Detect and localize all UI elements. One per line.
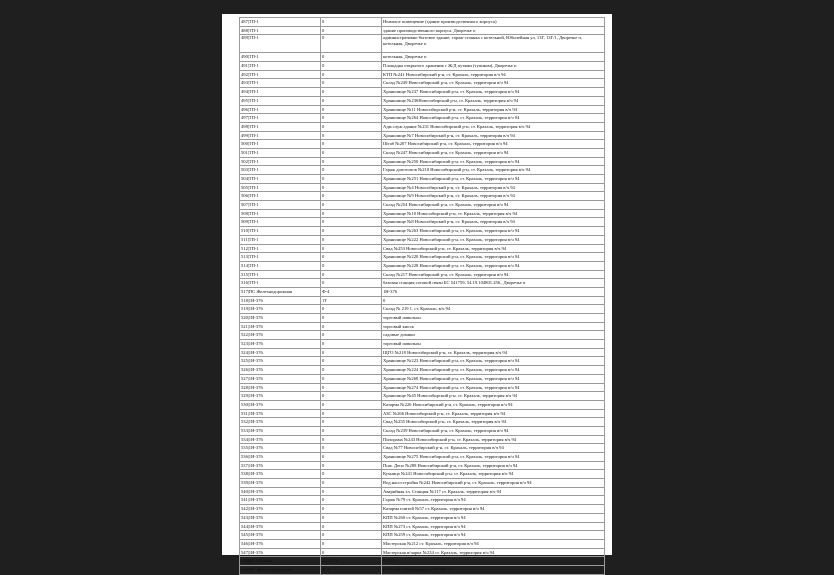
table-row bbox=[240, 157, 605, 166]
table-row bbox=[240, 340, 605, 349]
row-id-cell: 524|1Н-376 bbox=[240, 348, 321, 357]
row-id-cell: 523|1Н-376 bbox=[240, 340, 321, 349]
row-id-cell: 520|1Н-376 bbox=[240, 314, 321, 323]
table-row bbox=[240, 140, 605, 149]
description-cell: Хранилище №263 Новосибирский р-н, ст. Крахаль, территория в/ч 94 bbox=[382, 227, 605, 236]
description-cell: Склад №217 Новосибирский р-н, ст. Крахаль, территория в/ч 94 bbox=[382, 270, 605, 279]
row-id-cell: 514|ТП-1 bbox=[240, 261, 321, 270]
description-cell: Хранилище №228 Новосибирский р-н, ст. Крахаль, территория в/ч 94 bbox=[382, 261, 605, 270]
document-page bbox=[222, 14, 612, 572]
feeder-cell: 0 bbox=[321, 314, 382, 323]
table-row bbox=[240, 62, 605, 71]
row-id-cell: 519|1Н-376 bbox=[240, 305, 321, 314]
description-cell: Хранилище №223 Новосибирский р-н, ст. Крахаль, территория в/ч 94 bbox=[382, 357, 605, 366]
description-cell: торговый киоск bbox=[382, 322, 605, 331]
description-cell: административно-бытовое здание; гараж-стоянка с котельной, Юбилейная ул, 13Г, 13Г/1, Дворечье п, котельная, Дворечье п bbox=[382, 35, 605, 53]
feeder-cell: 0 bbox=[321, 513, 382, 522]
feeder-cell: 0 bbox=[321, 453, 382, 462]
row-id-cell: 499|ТП-1 bbox=[240, 131, 321, 140]
feeder-cell: 0 bbox=[321, 253, 382, 262]
description-cell: 0 bbox=[382, 296, 605, 305]
table-row bbox=[240, 166, 605, 175]
row-id-cell: 530|1Н-376 bbox=[240, 400, 321, 409]
table-row bbox=[240, 253, 605, 262]
row-id-cell: 529|1Н-376 bbox=[240, 392, 321, 401]
feeder-cell: 0 bbox=[321, 244, 382, 253]
feeder-cell: 0 bbox=[321, 505, 382, 514]
feeder-cell: Ф-7 bbox=[321, 565, 382, 574]
table-row bbox=[240, 79, 605, 88]
description-cell: здание производственного корпуса, Дворечье п bbox=[382, 26, 605, 35]
table-row bbox=[240, 383, 605, 392]
description-cell: Хранилище №236Новосибирский р-н, ст. Крахаль, территория в/ч 94 bbox=[382, 96, 605, 105]
table-row bbox=[240, 261, 605, 270]
feeder-cell: 0 bbox=[321, 531, 382, 540]
description-cell: КТП №241 Новосибирский р-н, ст. Крахаль, территория в/ч 94 bbox=[382, 70, 605, 79]
table-row bbox=[240, 209, 605, 218]
description-cell: Мастерская в/парка №234 ст. Крахаль, территория в/ч 94 bbox=[382, 548, 605, 557]
table-row bbox=[240, 392, 605, 401]
table-row bbox=[240, 279, 605, 288]
description-cell: Склад №247 Новосибирский р-н, ст. Крахаль, территория в/ч 94 bbox=[382, 148, 605, 157]
description-cell: ЩГО №218 Новосибирский р-н, ст. Крахаль, территория в/ч 94 bbox=[382, 348, 605, 357]
table-row bbox=[240, 35, 605, 53]
description-cell: Хранилище №220 Новосибирский р-н, ст. Крахаль, территория в/ч 94 bbox=[382, 253, 605, 262]
feeder-cell: 0 bbox=[321, 400, 382, 409]
feeder-cell: 0 bbox=[321, 166, 382, 175]
row-id-cell: 507|ТП-1 bbox=[240, 201, 321, 210]
feeder-cell: 0 bbox=[321, 261, 382, 270]
feeder-cell: 0 bbox=[321, 122, 382, 131]
row-id-cell: 527|1Н-376 bbox=[240, 374, 321, 383]
feeder-cell: 0 bbox=[321, 175, 382, 184]
row-id-cell: 531|1Н-376 bbox=[240, 409, 321, 418]
description-cell: Хранилище №222 Новосибирский р-н, ст. Крахаль, территория в/ч 94 bbox=[382, 235, 605, 244]
row-id-cell: 509|ТП-1 bbox=[240, 218, 321, 227]
feeder-cell: 0 bbox=[321, 96, 382, 105]
description-cell: Кухница №241 Новосибирский р-н, ст. Крахаль, территория в/ч 94 bbox=[382, 470, 605, 479]
feeder-cell: 0 bbox=[321, 26, 382, 35]
feeder-cell: 0 bbox=[321, 53, 382, 62]
table-row bbox=[240, 53, 605, 62]
row-id-cell: 508|ТП-1 bbox=[240, 209, 321, 218]
description-cell: Свад №77 Новосибирский р-н, ст. Крахаль, территория в/ч 94 bbox=[382, 444, 605, 453]
table-row bbox=[240, 192, 605, 201]
feeder-cell: 0 bbox=[321, 435, 382, 444]
description-cell: Казарма №226 Новосибирский р-н, ст. Крахаль, территория в/ч 94 bbox=[382, 400, 605, 409]
feeder-cell: 0 bbox=[321, 409, 382, 418]
table-row bbox=[240, 244, 605, 253]
description-cell: Аварийная эл. Станция №117 ст. Крахаль, территория в/ч 94 bbox=[382, 487, 605, 496]
table-row bbox=[240, 70, 605, 79]
row-id-cell: 497|ТП-1 bbox=[240, 114, 321, 123]
description-cell: Штаб №207 Новосибирский р-н, ст. Крахаль, территория в/ч 94 bbox=[382, 140, 605, 149]
description-cell: АЗС №266 Новосибирский р-н, ст. Крахаль, территория в/ч 94 bbox=[382, 409, 605, 418]
description-cell: Склад №249 Новосибирский р-н, ст. Крахаль, территория в/ч 94 bbox=[382, 79, 605, 88]
table-row bbox=[240, 496, 605, 505]
row-id-cell: 535|1Н-376 bbox=[240, 444, 321, 453]
description-cell: котельная, Дворечье п bbox=[382, 53, 605, 62]
row-id-cell: 532|1Н-376 bbox=[240, 418, 321, 427]
row-id-cell: 538|1Н-376 bbox=[240, 470, 321, 479]
feeder-cell: 0 bbox=[321, 270, 382, 279]
row-id-cell: 513|ТП-1 bbox=[240, 253, 321, 262]
description-cell: Хранилище №7 Новосибирский р-н, ст. Крахаль, территория в/ч 94 bbox=[382, 131, 605, 140]
description-cell: Свад №253 Новосибирский р-н, ст. Крахаль, территория в/ч 94 bbox=[382, 244, 605, 253]
feeder-cell: Ф-4 bbox=[321, 287, 382, 296]
table-row bbox=[240, 444, 605, 453]
row-id-cell: 539|1Н-376 bbox=[240, 479, 321, 488]
row-id-cell: 490|ТП-1 bbox=[240, 53, 321, 62]
row-id-cell: 548|РП Крахаль bbox=[240, 557, 321, 566]
table-row bbox=[240, 470, 605, 479]
feeder-cell: 0 bbox=[321, 35, 382, 53]
description-cell: В-19-1 bbox=[382, 557, 605, 566]
table-row bbox=[240, 522, 605, 531]
table-row bbox=[240, 131, 605, 140]
row-id-cell: 526|1Н-376 bbox=[240, 366, 321, 375]
table-row bbox=[240, 26, 605, 35]
description-cell: торговый павильон bbox=[382, 314, 605, 323]
description-cell: Казарма плитей №57 ст. Крахаль, территория в/ч 94 bbox=[382, 505, 605, 514]
feeder-cell: 0 bbox=[321, 201, 382, 210]
table-row bbox=[240, 96, 605, 105]
description-cell: Пож. Депо №288 Новосибирский р-н, ст. Крахаль, территория в/ч 94 bbox=[382, 461, 605, 470]
description-cell: Нежилое помещение (здание производственного корпуса) bbox=[382, 18, 605, 27]
description-cell: КПП №273 ст. Крахаль, территория в/ч 94 bbox=[382, 522, 605, 531]
table-row bbox=[240, 227, 605, 236]
description-cell: Хранилище №250 Новосибирский р-н, ст. Крахаль, территория в/ч 94 bbox=[382, 157, 605, 166]
table-row bbox=[240, 235, 605, 244]
feeder-cell: 0 bbox=[321, 140, 382, 149]
table-row bbox=[240, 183, 605, 192]
feeder-cell: 0 bbox=[321, 522, 382, 531]
row-id-cell: 504|ТП-1 bbox=[240, 175, 321, 184]
feeder-cell: 0 bbox=[321, 383, 382, 392]
table-row bbox=[240, 400, 605, 409]
description-cell: садовые домики bbox=[382, 331, 605, 340]
row-id-cell: 491|ТП-1 bbox=[240, 62, 321, 71]
feeder-cell: 0 bbox=[321, 70, 382, 79]
row-id-cell: 534|1Н-376 bbox=[240, 435, 321, 444]
row-id-cell: 546|1Н-376 bbox=[240, 539, 321, 548]
row-id-cell: 547|1Н-376 bbox=[240, 548, 321, 557]
row-id-cell: 544|1Н-376 bbox=[240, 522, 321, 531]
row-id-cell: 516|ТП-1 bbox=[240, 279, 321, 288]
table-row bbox=[240, 218, 605, 227]
row-id-cell: 493|ТП-1 bbox=[240, 79, 321, 88]
feeder-cell: 0 bbox=[321, 105, 382, 114]
description-cell: Мастерская №212 ст. Крахаль, территория в/ч 94 bbox=[382, 539, 605, 548]
feeder-cell: 1Т bbox=[321, 296, 382, 305]
feeder-cell: 0 bbox=[321, 374, 382, 383]
table-row bbox=[240, 435, 605, 444]
table-row bbox=[240, 374, 605, 383]
row-id-cell: 495|ТП-1 bbox=[240, 96, 321, 105]
row-id-cell: 506|ТП-1 bbox=[240, 192, 321, 201]
row-id-cell: 500|ТП-1 bbox=[240, 140, 321, 149]
table-row bbox=[240, 531, 605, 540]
table-row bbox=[240, 287, 605, 296]
feeder-cell: 0 bbox=[321, 479, 382, 488]
feeder-cell: 0 bbox=[321, 279, 382, 288]
table-row bbox=[240, 105, 605, 114]
feeder-cell: 0 bbox=[321, 539, 382, 548]
feeder-cell: 0 bbox=[321, 470, 382, 479]
description-cell: 1Н-376 bbox=[382, 287, 605, 296]
feeder-cell: 0 bbox=[321, 392, 382, 401]
feeder-cell: 0 bbox=[321, 183, 382, 192]
row-id-cell: 492|ТП-1 bbox=[240, 70, 321, 79]
table-row bbox=[240, 461, 605, 470]
row-id-cell: 515|ТП-1 bbox=[240, 270, 321, 279]
description-cell: Хранилище №264 Новосибирский р-н, ст. Крахаль, территория в/ч 94 bbox=[382, 114, 605, 123]
row-id-cell: 540|1Н-376 bbox=[240, 487, 321, 496]
table-row bbox=[240, 487, 605, 496]
feeder-cell: 0 bbox=[321, 192, 382, 201]
row-id-cell: 525|1Н-376 bbox=[240, 357, 321, 366]
feeder-cell: 0 bbox=[321, 131, 382, 140]
row-id-cell: 511|ТП-1 bbox=[240, 235, 321, 244]
table-row bbox=[240, 122, 605, 131]
row-id-cell: 503|ТП-1 bbox=[240, 166, 321, 175]
description-cell: базовая станция сотовой связи БС 541759, 54.19.104801.256., Дворечье п bbox=[382, 279, 605, 288]
row-id-cell: 545|1Н-376 bbox=[240, 531, 321, 540]
row-id-cell: 537|1Н-376 bbox=[240, 461, 321, 470]
feeder-cell: 0 bbox=[321, 444, 382, 453]
table-row bbox=[240, 479, 605, 488]
feeder-cell: 0 bbox=[321, 426, 382, 435]
table-row bbox=[240, 548, 605, 557]
row-id-cell: 512|ТП-1 bbox=[240, 244, 321, 253]
description-cell: Гараж допотопов №210 Новосибирский р-н, ст. Крахаль, территория в/ч 94 bbox=[382, 166, 605, 175]
feeder-cell: 0 bbox=[321, 331, 382, 340]
table-row bbox=[240, 331, 605, 340]
description-cell: Адм.служ.здание №231 Новосибирский р-н, ст. Крахаль, территория в/ч 94 bbox=[382, 122, 605, 131]
feeder-cell: 0 bbox=[321, 322, 382, 331]
feeder-cell: 0 bbox=[321, 305, 382, 314]
feeder-cell: 0 bbox=[321, 209, 382, 218]
table-row bbox=[240, 565, 605, 574]
feeder-cell: 0 bbox=[321, 235, 382, 244]
feeder-cell: 0 bbox=[321, 18, 382, 27]
table-row bbox=[240, 366, 605, 375]
feeder-cell: 0 bbox=[321, 227, 382, 236]
description-cell: КПП №260 ст. Крахаль, территория в/ч 94 bbox=[382, 513, 605, 522]
description-cell: Вод.насосстройка №242 Новосибирский р-н, ст. Крахаль, территория в/ч 94 bbox=[382, 479, 605, 488]
description-cell: КПП №259 ст. Крахаль, территория в/ч 94 bbox=[382, 531, 605, 540]
feeder-cell: 0 bbox=[321, 148, 382, 157]
feeder-cell: 0 bbox=[321, 340, 382, 349]
description-cell: Хранилище №274 Новосибирский р-н, ст. Крахаль, территория в/ч 94 bbox=[382, 383, 605, 392]
feeder-cell: 0 bbox=[321, 348, 382, 357]
table-row bbox=[240, 418, 605, 427]
feeder-cell: 0 bbox=[321, 418, 382, 427]
description-cell: Хранилище №237 Новосибирский р-н, ст. Крахаль, территория в/ч 94 bbox=[382, 88, 605, 97]
row-id-cell: 498|ТП-1 bbox=[240, 122, 321, 131]
description-cell: Хранилище №9 Новосибирский р-н, ст. Крахаль, территория в/ч 94 bbox=[382, 192, 605, 201]
feeder-cell: 0 bbox=[321, 62, 382, 71]
description-cell: Хранилище №251 Новосибирский р-н, ст. Крахаль, территория в/ч 94 bbox=[382, 175, 605, 184]
description-cell: Хранилище №4 Новосибирский р-н, ст. Крахаль, территория в/ч 94 bbox=[382, 183, 605, 192]
row-id-cell: 549|ПС Железнодорожная bbox=[240, 565, 321, 574]
row-id-cell: 496|ТП-1 bbox=[240, 105, 321, 114]
description-cell: Гараж №79 ст. Крахаль, территория в/ч 94 bbox=[382, 496, 605, 505]
description-cell: Хранилище №275 Новосибирский р-н, ст. Крахаль, территория в/ч 94 bbox=[382, 453, 605, 462]
row-id-cell: 542|1Н-376 bbox=[240, 505, 321, 514]
table-row bbox=[240, 18, 605, 27]
feeder-cell: 0 bbox=[321, 218, 382, 227]
feeder-cell: 0 bbox=[321, 357, 382, 366]
description-cell: Площадка открытого хранения с Ж/Д путями (тупиком), Дворечье п bbox=[382, 62, 605, 71]
row-id-cell: 536|1Н-376 bbox=[240, 453, 321, 462]
description-cell: Хранилище №45 Новосибирский р-н, ст. Крахаль, территория в/ч 94 bbox=[382, 392, 605, 401]
description-cell: Хранилище №224 Новосибирский р-н, ст. Крахаль, территория в/ч 94 bbox=[382, 366, 605, 375]
row-id-cell: 510|ТП-1 bbox=[240, 227, 321, 236]
row-id-cell: 487|ТП-1 bbox=[240, 18, 321, 27]
table-row bbox=[240, 513, 605, 522]
description-cell: Склад №254 Новосибирский р-н, ст. Крахаль, территория в/ч 94 bbox=[382, 201, 605, 210]
description-cell: Хранилище №268 Новосибирский р-н, ст. Крахаль, территория в/ч 94 bbox=[382, 374, 605, 383]
table-row bbox=[240, 539, 605, 548]
table-row bbox=[240, 314, 605, 323]
table-row bbox=[240, 270, 605, 279]
description-cell: Склад №239 Новосибирский р-н, ст. Крахаль, территория в/ч 94 bbox=[382, 426, 605, 435]
row-id-cell: 488|ТП-1 bbox=[240, 26, 321, 35]
row-id-cell: 528|1Н-376 bbox=[240, 383, 321, 392]
table-row bbox=[240, 88, 605, 97]
feeder-cell: 0 bbox=[321, 496, 382, 505]
description-cell: Хранилище №8 Новосибирский р-н, ст. Крахаль, территория в/ч 94 bbox=[382, 218, 605, 227]
row-id-cell: 521|1Н-376 bbox=[240, 322, 321, 331]
table-row bbox=[240, 409, 605, 418]
row-id-cell: 522|1Н-376 bbox=[240, 331, 321, 340]
row-id-cell: 501|ТП-1 bbox=[240, 148, 321, 157]
row-id-cell: 533|1Н-376 bbox=[240, 426, 321, 435]
row-id-cell: 494|ТП-1 bbox=[240, 88, 321, 97]
table-row bbox=[240, 201, 605, 210]
feeder-cell: 0 bbox=[321, 79, 382, 88]
table-row bbox=[240, 114, 605, 123]
description-cell: Свад №255 Новосибирский р-н, ст. Крахаль, территория в/ч 94 bbox=[382, 418, 605, 427]
feeder-cell: 0 bbox=[321, 461, 382, 470]
row-id-cell: 543|1Н-376 bbox=[240, 513, 321, 522]
table-row bbox=[240, 322, 605, 331]
feeder-cell: 0 bbox=[321, 548, 382, 557]
table-row bbox=[240, 557, 605, 566]
row-id-cell: 489|ТП-1 bbox=[240, 35, 321, 53]
table-row bbox=[240, 348, 605, 357]
feeder-cell: 0 bbox=[321, 114, 382, 123]
data-table bbox=[239, 17, 605, 575]
table-row bbox=[240, 175, 605, 184]
feeder-cell: 0 bbox=[321, 88, 382, 97]
table-row bbox=[240, 453, 605, 462]
description-cell: Хранилище №10 Новосибирский р-н, ст. Крахаль, территория в/ч 94 bbox=[382, 209, 605, 218]
description-cell: Пилорама №243 Новосибирский р-н, ст. Крахаль, территория в/ч 94 bbox=[382, 435, 605, 444]
row-id-cell: 502|ТП-1 bbox=[240, 157, 321, 166]
row-id-cell: 505|ТП-1 bbox=[240, 183, 321, 192]
description-cell: СГО ОАО Оборонэнерго ТП 1Н-11 bbox=[382, 565, 605, 574]
description-cell: Хранилище №11 Новосибирский р-н, ст. Крахаль, территория в/ч 94 bbox=[382, 105, 605, 114]
description-cell: торговый павильон bbox=[382, 340, 605, 349]
description-cell: Склад № 219 1, ст. Крахаль, в/ч 94 bbox=[382, 305, 605, 314]
table-row bbox=[240, 296, 605, 305]
feeder-cell: 1СШ-10 bbox=[321, 557, 382, 566]
table-row bbox=[240, 426, 605, 435]
feeder-cell: 0 bbox=[321, 366, 382, 375]
table-row bbox=[240, 505, 605, 514]
row-id-cell: 541|1Н-376 bbox=[240, 496, 321, 505]
row-id-cell: 518|1Н-376 bbox=[240, 296, 321, 305]
table-row bbox=[240, 148, 605, 157]
feeder-cell: 0 bbox=[321, 157, 382, 166]
table-row bbox=[240, 357, 605, 366]
row-id-cell: 517|ПС Железнодорожная bbox=[240, 287, 321, 296]
table-row bbox=[240, 305, 605, 314]
feeder-cell: 0 bbox=[321, 487, 382, 496]
